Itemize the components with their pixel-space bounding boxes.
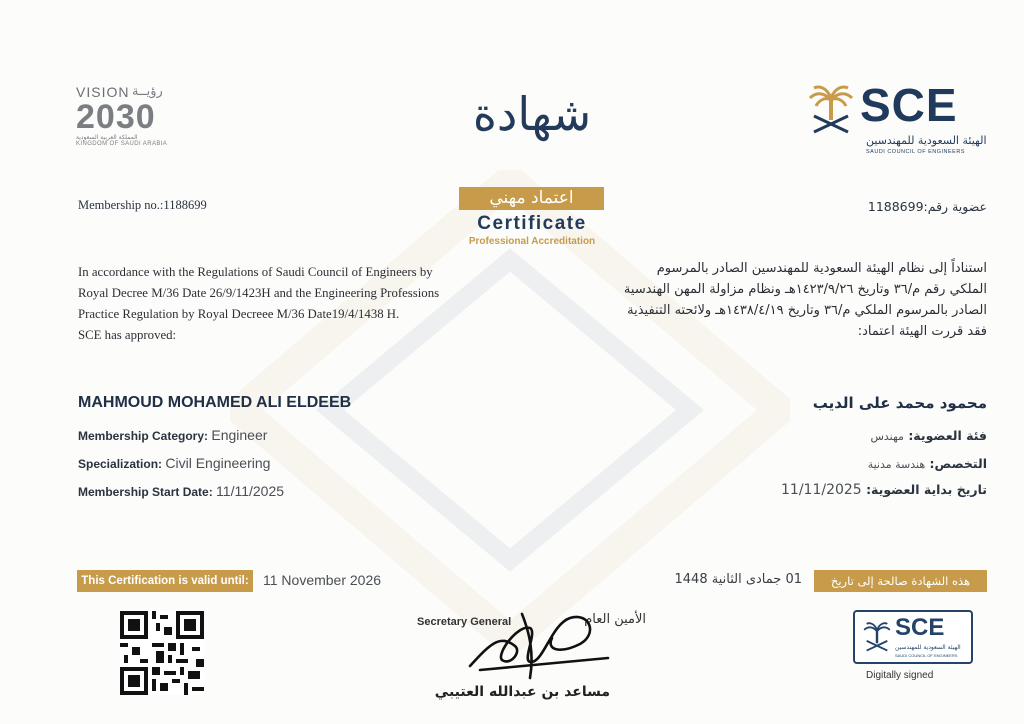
sce-logo (808, 78, 988, 158)
detail-value: 11/11/2025 (781, 482, 862, 498)
certificate-title-en: Certificate (477, 213, 587, 234)
detail-label: التخصص: (929, 456, 987, 471)
digital-stamp (853, 610, 973, 664)
detail-value: مهندس (870, 430, 904, 443)
body-ar-line: الملكي رقم م/٣٦ وتاريخ ١٤٢٣/٩/٢٦هـ ونظام مزاولة المهن الهندسية (623, 282, 987, 297)
kingdom-en: KINGDOM OF SAUDI ARABIA (76, 141, 168, 147)
body-ar-line: استناداً إلى نظام الهيئة السعودية للمهندسين الصادر بالمرسوم (656, 261, 987, 276)
digitally-signed-caption: Digitally signed (866, 670, 934, 681)
vision-label: VISION (76, 84, 130, 100)
secretary-name-ar: مساعد بن عبدالله العتيبي (434, 684, 610, 700)
handwritten-signature (460, 604, 610, 684)
membership-no-en (78, 198, 207, 213)
body-en-line: In accordance with the Regulations of Saudi Council of Engineers by (78, 265, 433, 279)
secretary-title-ar: الأمين العام (584, 612, 646, 627)
body-en (78, 262, 518, 346)
body-ar-line: الصادر بالمرسوم الملكي م/٣٦ وتاريخ ١٤٣٨/٤/١٩هـ ولائحته التنفيذية (627, 303, 987, 318)
detail-start-date-en (78, 483, 284, 499)
detail-label: فئة العضوية: (908, 428, 987, 443)
membership-label: Membership no.: (78, 198, 164, 212)
sce-logo-ar: الهيئة السعودية للمهندسين (866, 134, 987, 147)
palm-swords-icon (863, 618, 891, 654)
body-en-line: Royal Decree M/36 Date 26/9/1423H and the Engineering Professions (78, 286, 440, 300)
validity-label-en: This Certification is valid until: (77, 570, 253, 592)
detail-specialization-ar (687, 456, 987, 471)
stamp-en: SAUDI COUNCIL OF ENGINEERS (895, 653, 958, 658)
detail-category-en (78, 427, 267, 443)
vision-2030-logo (76, 84, 176, 150)
membership-value: 1188699 (163, 198, 207, 212)
detail-start-date-ar (687, 482, 987, 498)
certificate-subtitle-en: Professional Accreditation (468, 236, 596, 247)
palm-swords-icon (808, 82, 854, 134)
body-en-line: SCE has approved: (78, 328, 177, 342)
vision-year: 2030 (76, 98, 156, 136)
detail-label: تاريخ بداية العضوية: (866, 482, 987, 497)
body-ar-line: فقد قررت الهيئة اعتماد: (857, 324, 987, 339)
validity-value-en: 11 November 2026 (263, 572, 382, 588)
validity-value-ar: 01 جمادى الثانية 1448 (674, 572, 802, 587)
certificate-title-ar (460, 84, 604, 190)
vision-ar-label: رؤيــة (132, 84, 163, 99)
title-ar-subtitle: اعتماد مهني (459, 187, 604, 210)
stamp-text: SCE (895, 614, 945, 641)
detail-specialization-en (78, 455, 270, 471)
body-ar (520, 258, 987, 342)
holder-name-ar: محمود محمد على الديب (812, 394, 987, 412)
sce-logo-text: SCE (860, 79, 958, 131)
stamp-ar: الهيئة السعودية للمهندسين (895, 644, 961, 651)
membership-no-ar: عضوية رقم:1188699 (867, 199, 987, 214)
validity-label-ar: هذه الشهادة صالحة إلى تاريخ (814, 570, 987, 592)
detail-value: Engineer (211, 427, 268, 443)
holder-name-en: MAHMOUD MOHAMED ALI ELDEEB (78, 394, 352, 411)
detail-label: Specialization: (78, 457, 163, 471)
sce-logo-en: SAUDI COUNCIL OF ENGINEERS (866, 149, 965, 155)
detail-value: هندسة مدنية (867, 458, 926, 471)
title-ar-text: شهادة (472, 87, 592, 141)
detail-value: Civil Engineering (165, 455, 271, 471)
detail-category-ar (687, 428, 987, 443)
kingdom-ar: المملكة العربية السعودية (76, 134, 138, 141)
secretary-title-en: Secretary General (417, 616, 512, 628)
detail-label: Membership Category: (78, 429, 209, 443)
qr-code (120, 611, 204, 695)
detail-value: 11/11/2025 (216, 483, 285, 499)
body-en-line: Practice Regulation by Royal Decreee M/36 Date19/4/1438 H. (78, 307, 400, 321)
detail-label: Membership Start Date: (78, 485, 213, 499)
